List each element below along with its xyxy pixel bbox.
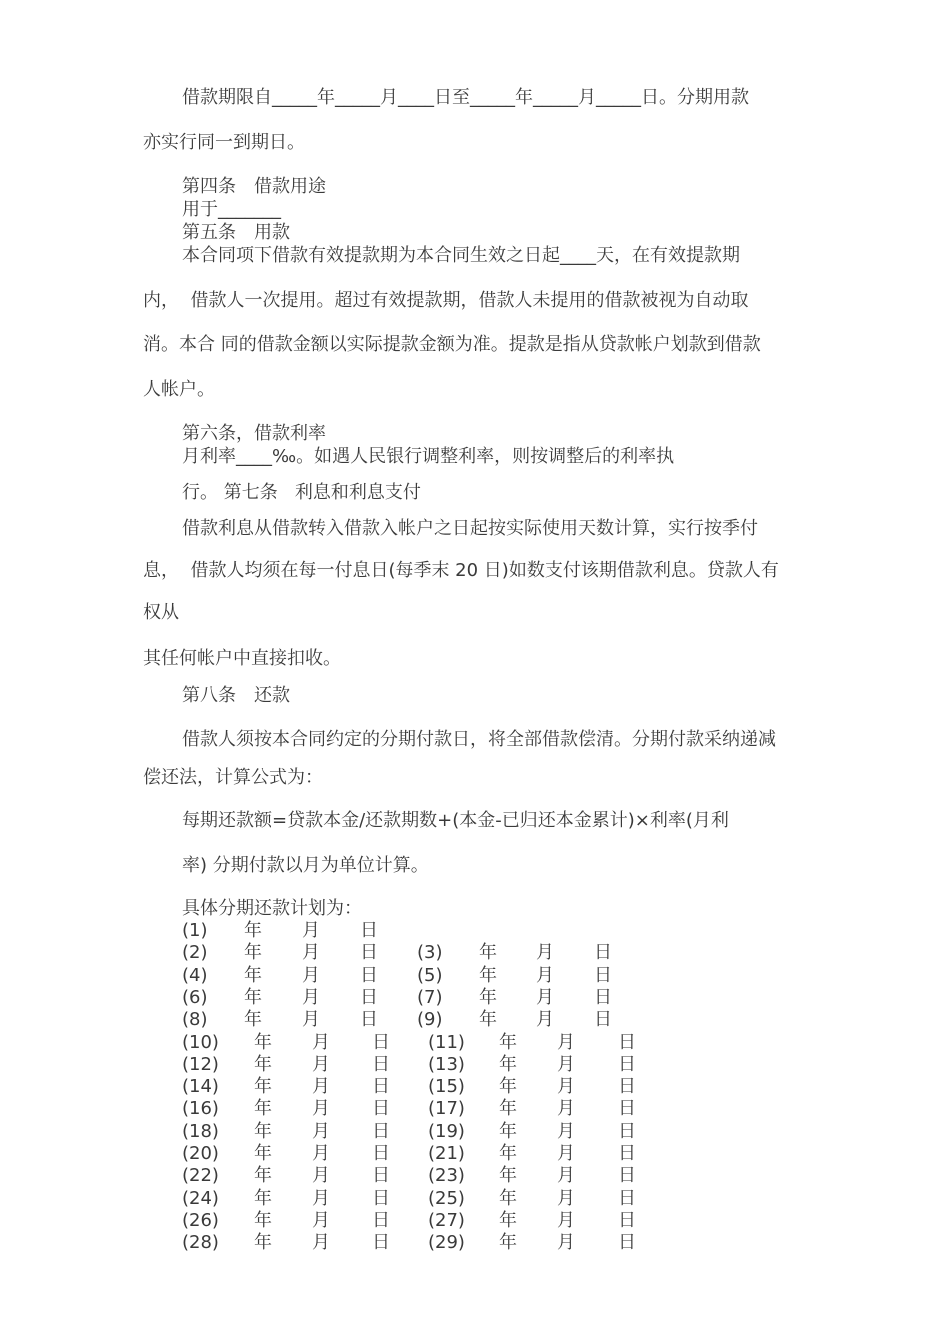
installment-number: (27) (428, 1209, 465, 1231)
article-5-heading: 第五条 用款 (182, 222, 290, 243)
year-label: 年 (499, 1232, 517, 1254)
year-label: 年 (254, 1076, 272, 1098)
installment-number: (9) (417, 1009, 443, 1031)
body-text-line: 亦实行同一到期日。 (143, 132, 305, 153)
year-label: 年 (254, 1232, 272, 1254)
body-text-line: 内， 借款人一次提用。超过有效提款期，借款人未提用的借款被视为自动取 (143, 290, 749, 311)
month-label: 月 (302, 942, 320, 964)
installment-number: (23) (428, 1165, 465, 1187)
schedule-row (182, 1210, 702, 1232)
day-label: 日 (360, 964, 378, 986)
body-text-line: 借款人须按本合同约定的分期付款日，将全部借款偿清。分期付款采纳递减 (182, 729, 776, 750)
month-label: 月 (536, 964, 554, 986)
installment-number: (4) (182, 964, 208, 986)
installment-number: (12) (182, 1053, 219, 1075)
installment-number: (3) (417, 942, 443, 964)
day-label: 日 (372, 1031, 390, 1053)
month-label: 月 (557, 1076, 575, 1098)
year-label: 年 (244, 920, 262, 941)
month-label: 月 (302, 920, 320, 941)
installment-number: (5) (417, 964, 443, 986)
month-label: 月 (312, 1143, 330, 1164)
year-label: 年 (499, 1209, 517, 1231)
installment-number: (29) (428, 1232, 465, 1254)
schedule-row (182, 920, 702, 942)
schedule-row (182, 1165, 702, 1187)
year-label: 年 (254, 1165, 272, 1187)
schedule-row (182, 1188, 702, 1210)
year-label: 年 (499, 1098, 517, 1120)
installment-number: (25) (428, 1187, 465, 1209)
year-label: 年 (479, 942, 497, 964)
installment-number: (1) (182, 920, 208, 941)
article-4-heading: 第四条 借款用途 (182, 176, 326, 197)
year-label: 年 (499, 1187, 517, 1209)
installment-number: (16) (182, 1098, 219, 1120)
year-label: 年 (254, 1053, 272, 1075)
day-label: 日 (618, 1120, 636, 1142)
month-label: 月 (302, 964, 320, 986)
schedule-row (182, 1032, 702, 1054)
body-text-line: 本合同项下借款有效提款期为本合同生效之日起____天，在有效提款期 (182, 245, 740, 266)
year-label: 年 (479, 964, 497, 986)
body-text-line: 其任何帐户中直接扣收。 (143, 648, 341, 669)
installment-number: (19) (428, 1120, 465, 1142)
schedule-heading: 具体分期还款计划为： (182, 898, 362, 919)
day-label: 日 (618, 1232, 636, 1254)
article-6-heading: 第六条，借款利率 (182, 423, 326, 444)
month-label: 月 (312, 1209, 330, 1231)
day-label: 日 (372, 1165, 390, 1187)
month-label: 月 (312, 1232, 330, 1254)
day-label: 日 (618, 1143, 636, 1164)
schedule-row (182, 965, 702, 987)
year-label: 年 (254, 1187, 272, 1209)
year-label: 年 (499, 1031, 517, 1053)
month-label: 月 (312, 1053, 330, 1075)
month-label: 月 (302, 1009, 320, 1031)
year-label: 年 (479, 1009, 497, 1031)
schedule-row (182, 1054, 702, 1076)
year-label: 年 (244, 964, 262, 986)
day-label: 日 (372, 1053, 390, 1075)
body-text-line: 权从 (143, 602, 179, 623)
day-label: 日 (618, 1165, 636, 1187)
installment-number: (2) (182, 942, 208, 964)
repayment-formula-line: 每期还款额=贷款本金/还款期数+(本金-已归还本金累计)×利率(月利 (182, 810, 729, 831)
year-label: 年 (254, 1120, 272, 1142)
installment-number: (21) (428, 1143, 465, 1164)
day-label: 日 (618, 1053, 636, 1075)
year-label: 年 (499, 1120, 517, 1142)
month-label: 月 (557, 1143, 575, 1164)
schedule-row (182, 942, 702, 964)
installment-number: (28) (182, 1232, 219, 1254)
year-label: 年 (499, 1165, 517, 1187)
year-label: 年 (254, 1209, 272, 1231)
month-label: 月 (557, 1031, 575, 1053)
day-label: 日 (618, 1031, 636, 1053)
day-label: 日 (618, 1098, 636, 1120)
schedule-row (182, 987, 702, 1009)
body-text-line: 偿还法，计算公式为： (143, 767, 323, 788)
month-label: 月 (536, 1009, 554, 1031)
installment-number: (13) (428, 1053, 465, 1075)
repayment-formula-line: 率) 分期付款以月为单位计算。 (182, 855, 429, 876)
month-label: 月 (312, 1098, 330, 1120)
year-label: 年 (254, 1098, 272, 1120)
month-label: 月 (536, 942, 554, 964)
day-label: 日 (360, 1009, 378, 1031)
day-label: 日 (372, 1098, 390, 1120)
day-label: 日 (594, 1009, 612, 1031)
day-label: 日 (372, 1187, 390, 1209)
installment-number: (26) (182, 1209, 219, 1231)
schedule-row (182, 1098, 702, 1120)
month-label: 月 (312, 1165, 330, 1187)
month-label: 月 (557, 1053, 575, 1075)
month-label: 月 (557, 1098, 575, 1120)
month-label: 月 (557, 1120, 575, 1142)
installment-number: (6) (182, 986, 208, 1008)
installment-number: (17) (428, 1098, 465, 1120)
month-label: 月 (557, 1209, 575, 1231)
month-label: 月 (312, 1031, 330, 1053)
installment-number: (18) (182, 1120, 219, 1142)
month-label: 月 (557, 1232, 575, 1254)
body-text-line: 息， 借款人均须在每一付息日(每季末 20 日)如数支付该期借款利息。贷款人有 (143, 560, 779, 581)
year-label: 年 (244, 942, 262, 964)
month-label: 月 (312, 1120, 330, 1142)
day-label: 日 (372, 1209, 390, 1231)
day-label: 日 (360, 986, 378, 1008)
installment-number: (22) (182, 1165, 219, 1187)
day-label: 日 (372, 1120, 390, 1142)
day-label: 日 (594, 986, 612, 1008)
schedule-row (182, 1009, 702, 1031)
installment-number: (20) (182, 1143, 219, 1164)
installment-number: (14) (182, 1076, 219, 1098)
year-label: 年 (244, 986, 262, 1008)
installment-number: (15) (428, 1076, 465, 1098)
installment-number: (10) (182, 1031, 219, 1053)
year-label: 年 (244, 1009, 262, 1031)
month-label: 月 (302, 986, 320, 1008)
day-label: 日 (360, 942, 378, 964)
year-label: 年 (479, 986, 497, 1008)
body-text-line: 消。本合 同的借款金额以实际提款金额为准。提款是指从贷款帐户划款到借款 (143, 334, 761, 355)
month-label: 月 (557, 1165, 575, 1187)
schedule-row (182, 1076, 702, 1098)
day-label: 日 (618, 1209, 636, 1231)
day-label: 日 (360, 920, 378, 941)
loan-term-line: 借款期限自_____年_____月____日至_____年_____月_____日。分期用款 (182, 87, 749, 108)
day-label: 日 (618, 1187, 636, 1209)
article-7-heading: 行。 第七条 利息和利息支付 (182, 482, 421, 503)
schedule-row (182, 1232, 702, 1254)
day-label: 日 (618, 1076, 636, 1098)
article-8-heading: 第八条 还款 (182, 685, 290, 706)
year-label: 年 (499, 1143, 517, 1164)
installment-number: (7) (417, 986, 443, 1008)
body-text-line: 借款利息从借款转入借款入帐户之日起按实际使用天数计算，实行按季付 (182, 518, 758, 539)
month-label: 月 (312, 1187, 330, 1209)
year-label: 年 (499, 1076, 517, 1098)
installment-number: (24) (182, 1187, 219, 1209)
year-label: 年 (254, 1031, 272, 1053)
day-label: 日 (372, 1143, 390, 1164)
schedule-row (182, 1143, 702, 1165)
month-label: 月 (536, 986, 554, 1008)
interest-rate-line: 月利率____‰。如遇人民银行调整利率，则按调整后的利率执 (182, 446, 675, 467)
installment-number: (11) (428, 1031, 465, 1053)
day-label: 日 (594, 964, 612, 986)
body-text-line: 人帐户。 (143, 379, 215, 400)
day-label: 日 (594, 942, 612, 964)
day-label: 日 (372, 1076, 390, 1098)
loan-purpose-line: 用于_______ (182, 199, 281, 220)
year-label: 年 (254, 1143, 272, 1164)
year-label: 年 (499, 1053, 517, 1075)
installment-number: (8) (182, 1009, 208, 1031)
day-label: 日 (372, 1232, 390, 1254)
month-label: 月 (557, 1187, 575, 1209)
schedule-row (182, 1121, 702, 1143)
month-label: 月 (312, 1076, 330, 1098)
